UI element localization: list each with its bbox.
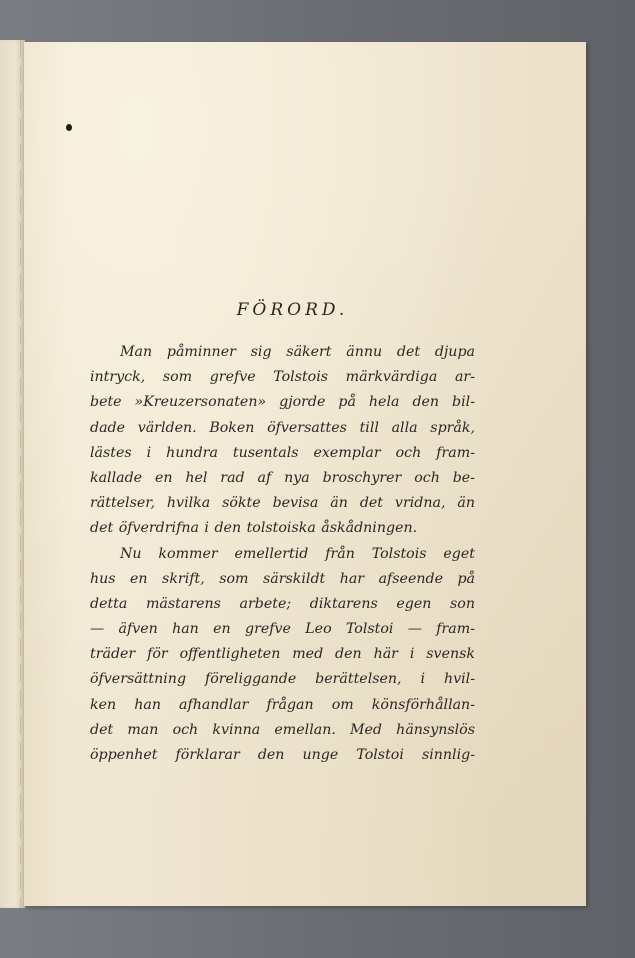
text-line: det man och kvinna emellan. Med hänsynslös: [90, 721, 475, 738]
text-line: det öfverdrifna i den tolstoiska åskådningen.: [90, 520, 418, 537]
text-line: träder för offentligheten med den här i svensk: [90, 646, 475, 663]
text-line: rättelser, hvilka sökte bevisa än det vridna, än: [90, 495, 475, 512]
text-line: lästes i hundra tusentals exemplar och fram-: [90, 444, 475, 461]
text-line: detta mästarens arbete; diktarens egen son: [90, 595, 475, 612]
text-line: dade världen. Boken öfversattes till alla språk,: [90, 419, 475, 436]
text-line: öppenhet förklarar den unge Tolstoi sinnlig-: [90, 747, 475, 763]
text-line: Nu kommer emellertid från Tolstois eget: [120, 545, 475, 562]
text-line: kallade en hel rad af nya broschyrer och be-: [90, 469, 475, 486]
preface-body: [90, 340, 475, 768]
page-title: FÖRORD.: [236, 300, 349, 320]
text-line: Man påminner sig säkert ännu det djupa: [120, 344, 475, 360]
ink-spot: [66, 124, 72, 131]
previous-page-edge: [0, 40, 25, 908]
text-line: öfversättning föreliggande berättelsen, i hvil-: [90, 671, 475, 688]
binding-stitch: [20, 40, 21, 908]
text-line: intryck, som grefve Tolstois märkvärdiga ar-: [90, 369, 475, 386]
text-line: bete »Kreuzersonaten» gjorde på hela den bil-: [90, 394, 475, 411]
text-line: hus en skrift, som särskildt har afseende på: [90, 570, 475, 587]
text-line: — äfven han en grefve Leo Tolstoi — fram-: [90, 621, 475, 638]
text-line: ken han afhandlar frågan om könsförhållan-: [90, 696, 475, 713]
